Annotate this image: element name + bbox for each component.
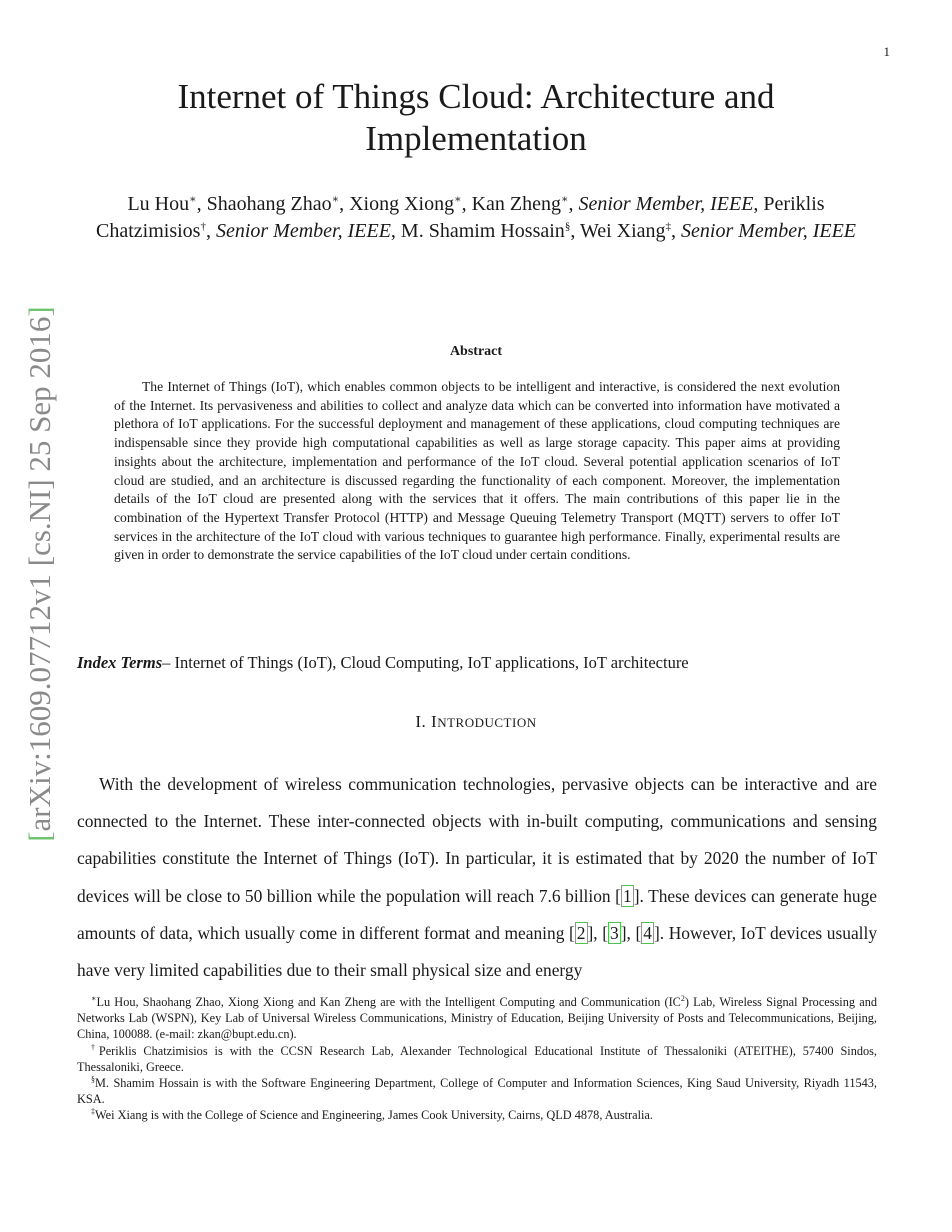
- affiliation-mark: ∗: [560, 193, 569, 206]
- citation-link[interactable]: 4: [643, 922, 652, 943]
- abstract-text: The Internet of Things (IoT), which enables common objects to be intelligent and interactive, is considered the next evolution of the Internet. Its pervasiveness and abilities to collect and analyze data which can be converted into information have motivated a plethora of IoT applications. For the successful deployment and management of these applications, cloud computing techniques are indispensable since they provide high computational capabilities as well as large storage capacity. This paper aims at providing insights about the architecture, implementation and performance of the IoT cloud. Several potential application scenarios of IoT cloud are studied, and an architecture is discussed regarding the functionality of each component. Moreover, the implementation details of the IoT cloud are presented along with the services that it offers. The main contributions of this paper lie in the combination of the Hypertext Transfer Protocol (HTTP) and Message Queuing Telemetry Transport (MQTT) servers to offer IoT services in the architecture of the IoT cloud with various techniques to guarantee high performance. Finally, experimental results are given in order to demonstrate the service capabilities of the IoT cloud under certain conditions.: [114, 379, 840, 563]
- citation-link[interactable]: 3: [610, 922, 619, 943]
- affiliation-mark: §: [564, 220, 571, 233]
- section-heading: [76, 712, 876, 732]
- author-membership: Senior Member, IEEE: [578, 193, 754, 215]
- section-number: I.: [415, 712, 432, 731]
- author-name: Periklis Chatzimisios: [96, 193, 825, 242]
- author-membership: Senior Member, IEEE: [681, 220, 856, 242]
- arxiv-stamp[interactable]: [20, 304, 60, 844]
- section-initial: I: [431, 712, 438, 731]
- page-number: 1: [883, 44, 890, 59]
- citation-link[interactable]: 1: [622, 885, 632, 906]
- introduction-paragraph: With the development of wireless communication technologies, pervasive objects can be interactive and are connected to the Internet. These inter-connected objects with in-built computing, communications and sensing capabilities constitute the Internet of Things (IoT). In particular, it is estimated that by 2020 the number of IoT devices will be close to 50 billion while the population will reach 7.6 billion [ 1 ]. These devices can generate huge amounts of data, which usually come in different format and meaning [ 2 ], [ 3 ], [ 4 ]. However, IoT devices usually have very limited capabilities due to their small physical size and energy: [77, 774, 878, 981]
- index-terms: [77, 652, 877, 674]
- arxiv-bracket-close: ]: [22, 306, 57, 317]
- author-list: Lu Hou∗, Shaohang Zhao∗, Xiong Xiong∗, Kan Zheng∗, Senior Member, IEEE, Periklis Chatzimisios†, Senior Member, IEEE, M. Shamim Hossain§, Wei Xiang‡, Senior Member, IEEE: [96, 193, 856, 242]
- section-title-rest: NTRODUCTION: [437, 715, 537, 730]
- footnote: §M. Shamim Hossain is with the Software Engineering Department, College of Computer and Information Sciences, King Saud University, Riyadh 11543, KSA.: [77, 1074, 877, 1107]
- author-membership: Senior Member, IEEE: [215, 220, 391, 242]
- footnote: ∗Lu Hou, Shaohang Zhao, Xiong Xiong and Kan Zheng are with the Intelligent Computing and Communication $(IC^2)$ Lab, Wireless Signal Processing and Networks Lab (WSPN), Key Lab of Universal Wireless Communications, Ministry of Education, Beijing University of Posts and Telecommunications, Beijing, China, 100088. (e-mail: zkan@bupt.edu.cn).: [77, 993, 877, 1042]
- footnote: †Periklis Chatzimisios is with the CCSN Research Lab, Alexander Technological Educational Institute of Thessaloniki (ATEITHE), 57400 Sindos, Thessaloniki, Greece.: [77, 1042, 877, 1074]
- index-terms-text: – Internet of Things (IoT), Cloud Computing, IoT applications, IoT architecture: [162, 653, 689, 672]
- footnotes: [77, 994, 877, 1124]
- affiliation-mark: ∗: [331, 193, 340, 206]
- author-name: Wei Xiang: [579, 220, 666, 242]
- arxiv-bracket-open: [: [22, 831, 57, 842]
- citation-link[interactable]: 2: [576, 922, 586, 943]
- affiliation-mark: ∗: [189, 193, 197, 206]
- footnote: ‡Wei Xiang is with the College of Science and Engineering, James Cook University, Cairns, QLD 4878, Australia.: [91, 1107, 653, 1123]
- author-name: Shaohang Zhao: [206, 193, 332, 215]
- abstract-heading: Abstract: [449, 344, 503, 359]
- author-name: Lu Hou: [127, 193, 190, 215]
- author-name: M. Shamim Hossain: [400, 220, 565, 242]
- affiliation-mark: †: [200, 220, 206, 233]
- affiliation-mark: ‡: [665, 220, 672, 233]
- affiliation-mark: ∗: [454, 193, 462, 206]
- index-terms-label: Index Terms: [77, 653, 163, 672]
- author-name: Xiong Xiong: [349, 193, 455, 215]
- author-name: Kan Zheng: [471, 193, 561, 215]
- paper-title: Internet of Things Cloud: Architecture and Implementation: [177, 77, 775, 158]
- arxiv-identifier: arXiv:1609.07712v1 [cs.NI] 25 Sep 2016: [22, 316, 57, 832]
